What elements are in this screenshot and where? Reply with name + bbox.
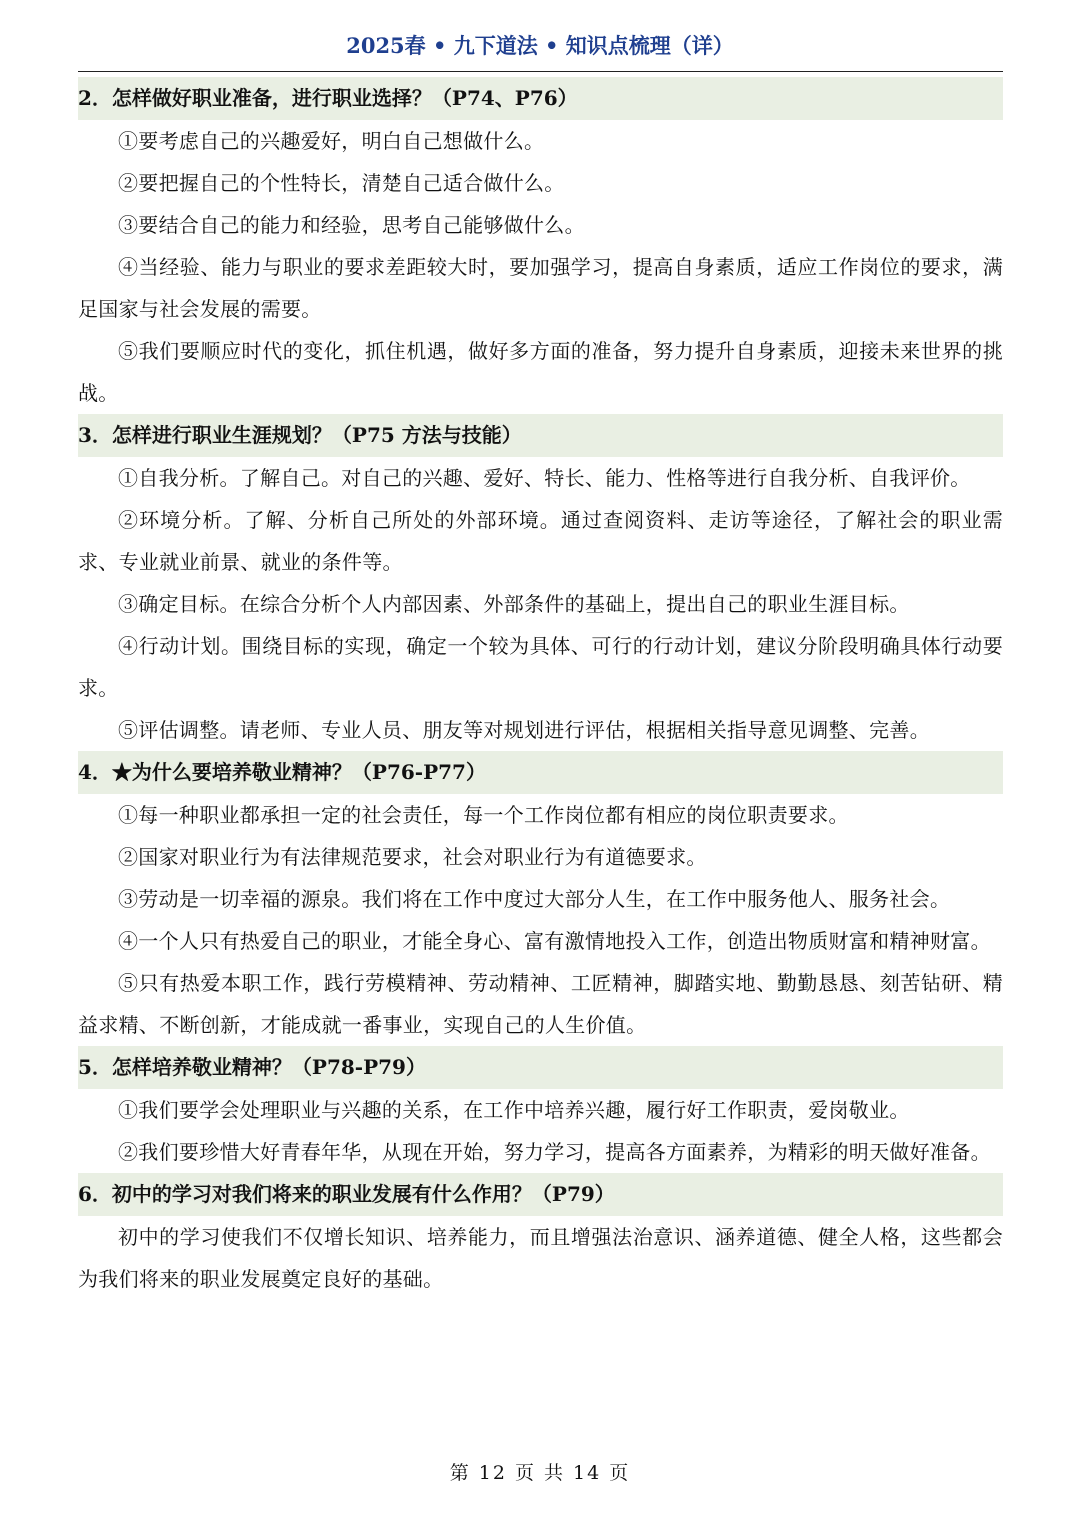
section-5 (78, 1046, 1003, 1173)
section-6 (78, 1173, 1003, 1300)
section-point: ②环境分析。了解、分析自己所处的外部环境。通过查阅资料、走访等途径，了解社会的职业需求、专业就业前景、就业的条件等。 (78, 508, 1003, 574)
section-3 (78, 414, 1003, 751)
section-point: ②国家对职业行为有法律规范要求，社会对职业行为有道德要求。 (118, 845, 707, 869)
section-point: ⑤我们要顺应时代的变化，抓住机遇，做好多方面的准备，努力提升自身素质，迎接未来世界的挑战。 (78, 339, 1003, 405)
section-point: ④一个人只有热爱自己的职业，才能全身心、富有激情地投入工作，创造出物质财富和精神财富。 (118, 929, 991, 953)
section-point: ④当经验、能力与职业的要求差距较大时，要加强学习，提高自身素质，适应工作岗位的要求，满足国家与社会发展的需要。 (78, 255, 1003, 321)
section-heading: 3．怎样进行职业生涯规划？（P75 方法与技能） (78, 414, 1003, 457)
section-point: ③要结合自己的能力和经验，思考自己能够做什么。 (118, 213, 585, 237)
section-heading: 4．★为什么要培养敬业精神？（P76-P77） (78, 751, 1003, 794)
section-2 (78, 77, 1003, 414)
section-point: ③确定目标。在综合分析个人内部因素、外部条件的基础上，提出自己的职业生涯目标。 (118, 592, 910, 616)
section-point: ①要考虑自己的兴趣爱好，明白自己想做什么。 (118, 129, 545, 153)
section-heading: 2．怎样做好职业准备，进行职业选择？（P74、P76） (78, 77, 1003, 120)
section-4 (78, 751, 1003, 1046)
section-point: ②我们要珍惜大好青春年华，从现在开始，努力学习，提高各方面素养，为精彩的明天做好准备。 (118, 1140, 991, 1164)
section-point: ⑤评估调整。请老师、专业人员、朋友等对规划进行评估，根据相关指导意见调整、完善。 (118, 718, 930, 742)
section-point: ④行动计划。围绕目标的实现，确定一个较为具体、可行的行动计划，建议分阶段明确具体行动要求。 (78, 634, 1003, 700)
section-point: ①每一种职业都承担一定的社会责任，每一个工作岗位都有相应的岗位职责要求。 (118, 803, 849, 827)
section-point: ①自我分析。了解自己。对自己的兴趣、爱好、特长、能力、性格等进行自我分析、自我评价。 (118, 466, 971, 490)
section-point: 初中的学习使我们不仅增长知识、培养能力，而且增强法治意识、涵养道德、健全人格，这些都会为我们将来的职业发展奠定良好的基础。 (78, 1225, 1003, 1291)
header-divider (78, 71, 1003, 72)
section-heading: 5．怎样培养敬业精神？（P78-P79） (78, 1046, 1003, 1089)
section-point: ⑤只有热爱本职工作，践行劳模精神、劳动精神、工匠精神，脚踏实地、勤勤恳恳、刻苦钻研、精益求精、不断创新，才能成就一番事业，实现自己的人生价值。 (78, 971, 1003, 1037)
section-point: ①我们要学会处理职业与兴趣的关系，在工作中培养兴趣，履行好工作职责，爱岗敬业。 (118, 1098, 910, 1122)
section-point: ②要把握自己的个性特长，清楚自己适合做什么。 (118, 171, 565, 195)
section-heading: 6．初中的学习对我们将来的职业发展有什么作用？（P79） (78, 1173, 1003, 1216)
section-point: ③劳动是一切幸福的源泉。我们将在工作中度过大部分人生，在工作中服务他人、服务社会。 (118, 887, 951, 911)
page-number-footer: 第 12 页 共 14 页 (449, 1462, 631, 1484)
document-body (78, 77, 1003, 1300)
page-header-title: 2025春 • 九下道法 • 知识点梳理（详） (346, 33, 734, 58)
